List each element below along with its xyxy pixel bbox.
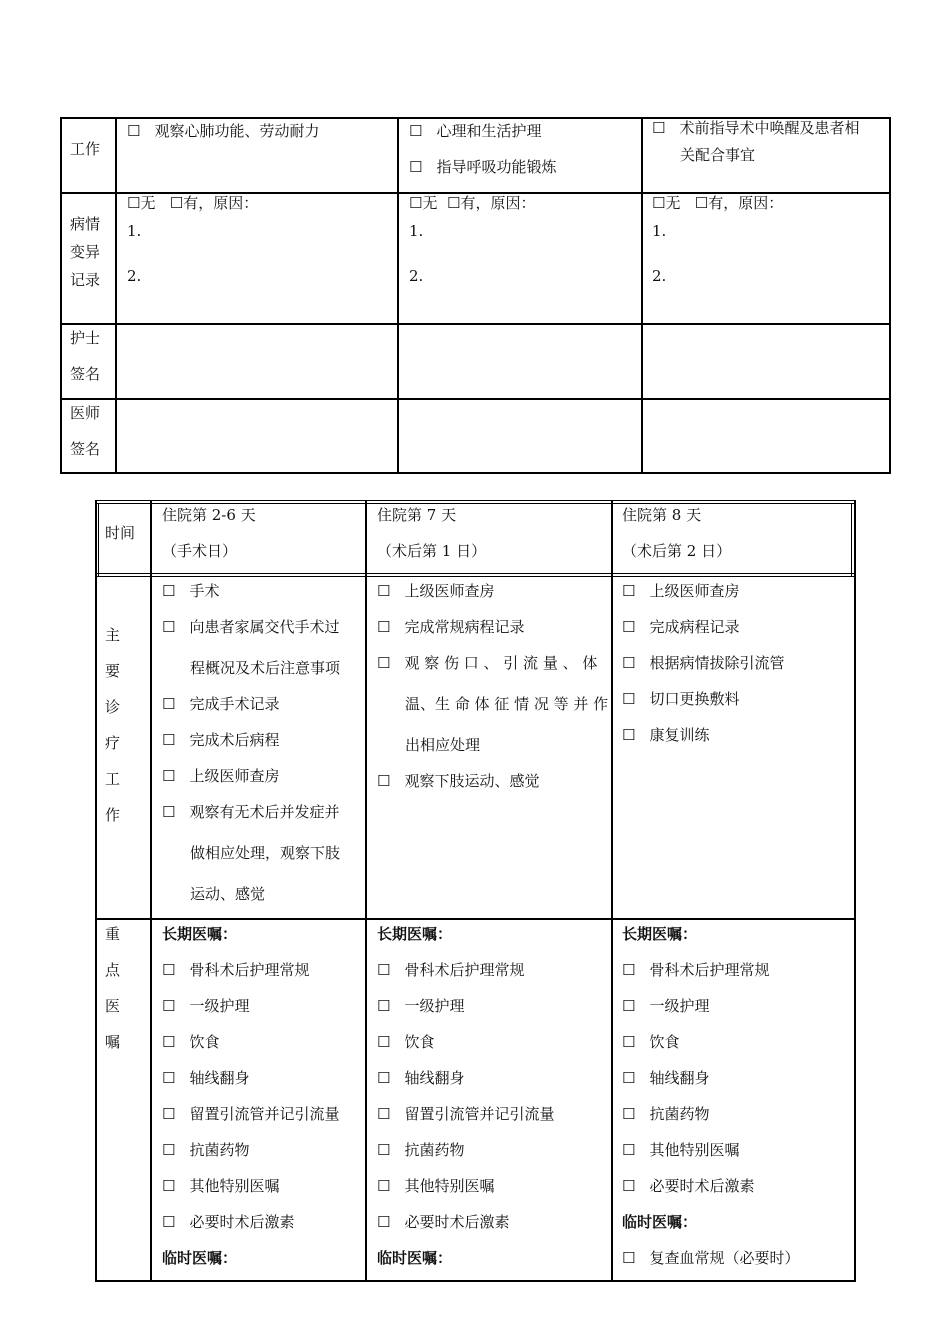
checkbox-item[interactable]: ☐ 切口更换敷料 [622,690,740,708]
checkbox-item[interactable]: ☐ 完成病程记录 [622,618,740,636]
checkbox-item[interactable]: ☐ 轴线翻身 [377,1069,465,1087]
checkbox-item-cont: 关配合事宜 [680,146,756,164]
variance-options[interactable]: ☐无 ☐有，原因： [127,194,259,212]
variance-1: 1. [127,222,142,240]
checkbox-item[interactable]: ☐ 手术 [162,582,220,600]
main-label: 工 [105,770,121,788]
checkbox-item[interactable]: ☐ 必要时术后激素 [162,1213,295,1231]
time-label: 时间 [105,524,136,542]
orders-label: 嘱 [105,1033,121,1051]
nurse-label: 护士 [70,329,101,347]
variance-label: 变异 [70,243,101,261]
checkbox-item-cont: 程概况及术后注意事项 [190,659,341,677]
checkbox-item[interactable]: ☐ 轴线翻身 [162,1069,250,1087]
main-label: 主 [105,626,121,644]
variance-2: 2. [652,267,667,285]
main-label: 诊 [105,698,121,716]
checkbox-item[interactable]: ☐ 饮食 [622,1033,680,1051]
checkbox-item[interactable]: ☐ 骨科术后护理常规 [622,961,770,979]
checkbox-item[interactable]: ☐ 观察心肺功能、劳动耐力 [127,122,320,140]
checkbox-item[interactable]: ☐ 其他特别医嘱 [622,1141,740,1159]
main-label: 疗 [105,734,121,752]
checkbox-item[interactable]: ☐ 完成术后病程 [162,731,280,749]
checkbox-item[interactable]: ☐ 抗菌药物 [622,1105,710,1123]
checkbox-item[interactable]: ☐ 抗菌药物 [162,1141,250,1159]
col-header-sub: （手术日） [162,542,238,560]
checkbox-item[interactable]: ☐ 一级护理 [622,997,710,1015]
variance-label: 病情 [70,215,101,233]
checkbox-item[interactable]: ☐ 完成常规病程记录 [377,618,525,636]
checkbox-item[interactable]: ☐ 骨科术后护理常规 [162,961,310,979]
variance-label: 记录 [70,271,101,289]
long-term-heading: 长期医嘱： [162,925,238,943]
checkbox-item[interactable]: ☐ 必要时术后激素 [377,1213,510,1231]
col-header-sub: （术后第 2 日） [622,542,732,560]
checkbox-item[interactable]: ☐ 饮食 [377,1033,435,1051]
checkbox-item[interactable]: ☐ 留置引流管并记引流量 [162,1105,340,1123]
col-header: 住院第 7 天 [377,506,457,524]
orders-label: 重 [105,925,121,943]
checkbox-item[interactable]: ☐ 根据病情拔除引流管 [622,654,785,672]
temporary-heading: 临时医嘱： [377,1249,453,1267]
variance-options[interactable]: ☐无 ☐有，原因： [652,194,784,212]
variance-options[interactable]: ☐无 ☐有，原因： [409,194,536,212]
checkbox-item-cont: 出相应处理 [405,736,481,754]
doctor-label: 签名 [70,440,101,458]
nurse-label: 签名 [70,365,101,383]
checkbox-item[interactable]: ☐ 指导呼吸功能锻炼 [409,158,557,176]
checkbox-item[interactable]: ☐ 留置引流管并记引流量 [377,1105,555,1123]
checkbox-item[interactable]: ☐ 饮食 [162,1033,220,1051]
long-term-heading: 长期医嘱： [622,925,698,943]
checkbox-item[interactable]: ☐ 心理和生活护理 [409,122,542,140]
checkbox-item[interactable]: ☐ 抗菌药物 [377,1141,465,1159]
checkbox-item[interactable]: ☐ 其他特别医嘱 [377,1177,495,1195]
variance-2: 2. [409,267,424,285]
orders-label: 医 [105,997,121,1015]
checkbox-item[interactable]: ☐ 轴线翻身 [622,1069,710,1087]
checkbox-item[interactable]: ☐ 观 察 伤 口 、 引 流 量 、 体 [377,654,598,672]
variance-2: 2. [127,267,142,285]
variance-1: 1. [409,222,424,240]
checkbox-item-cont: 温、生 命 体 征 情 况 等 并 作 [405,695,609,713]
checkbox-item[interactable]: ☐ 骨科术后护理常规 [377,961,525,979]
col-header-sub: （术后第 1 日） [377,542,487,560]
checkbox-item[interactable]: ☐ 完成手术记录 [162,695,280,713]
col-header: 住院第 8 天 [622,506,702,524]
variance-1: 1. [652,222,667,240]
doctor-label: 医师 [70,404,101,422]
col-header: 住院第 2-6 天 [162,506,256,524]
orders-label: 点 [105,961,121,979]
checkbox-item[interactable]: ☐ 上级医师查房 [377,582,495,600]
checkbox-item-cont: 做相应处理，观察下肢 [190,844,341,862]
main-label: 作 [105,806,121,824]
work-label: 工作 [70,140,101,158]
checkbox-item[interactable]: ☐ 观察下肢运动、感觉 [377,772,540,790]
checkbox-item[interactable]: ☐ 其他特别医嘱 [162,1177,280,1195]
checkbox-item[interactable]: ☐ 一级护理 [162,997,250,1015]
long-term-heading: 长期医嘱： [377,925,453,943]
checkbox-item[interactable]: ☐ 向患者家属交代手术过 [162,618,340,636]
checkbox-item[interactable]: ☐ 上级医师查房 [622,582,740,600]
checkbox-item[interactable]: ☐ 复查血常规（必要时） [622,1249,800,1267]
checkbox-item[interactable]: ☐ 上级医师查房 [162,767,280,785]
temporary-heading: 临时医嘱： [162,1249,238,1267]
checkbox-item-cont: 运动、感觉 [190,885,266,903]
checkbox-item[interactable]: ☐ 观察有无术后并发症并 [162,803,340,821]
checkbox-item[interactable]: ☐ 术前指导术中唤醒及患者相 [652,119,860,137]
main-label: 要 [105,662,121,680]
checkbox-item[interactable]: ☐ 一级护理 [377,997,465,1015]
temporary-heading: 临时医嘱： [622,1213,698,1231]
checkbox-item[interactable]: ☐ 康复训练 [622,726,710,744]
checkbox-item[interactable]: ☐ 必要时术后激素 [622,1177,755,1195]
